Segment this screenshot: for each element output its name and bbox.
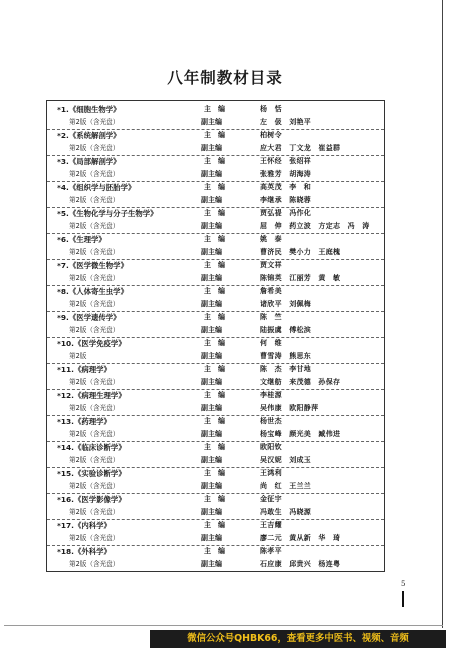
associate-editor-names: 李继承 陈晓蓉	[260, 196, 312, 204]
book-title	[57, 311, 121, 324]
entry-line-main	[47, 467, 384, 480]
associate-editor-label: 副主编	[201, 196, 222, 204]
associate-editor-label: 副主编	[201, 326, 222, 334]
editor-in-chief-label: 主 编	[204, 547, 225, 555]
editor-in-chief-names: 杨 恬	[260, 105, 282, 113]
page-title: 八年制教材目录	[167, 69, 283, 87]
catalog-entry	[47, 389, 384, 416]
catalog-entry	[47, 441, 384, 468]
wechat-promo-banner[interactable]: 微信公众号QHBK66，查看更多中医书、视频、音频	[150, 630, 446, 648]
editor-in-chief-label: 主 编	[204, 131, 225, 139]
catalog-entry	[47, 415, 384, 442]
associate-editor-label: 副主编	[201, 170, 222, 178]
book-number: *5.	[57, 209, 69, 218]
associate-editor-label: 副主编	[201, 118, 222, 126]
editor-in-chief-names: 欧阳钦	[260, 443, 282, 451]
book-number: *18.	[57, 547, 74, 556]
entry-line-sub	[47, 220, 384, 233]
catalog-entry	[47, 181, 384, 208]
book-edition: 第2版（含光盘）	[69, 430, 120, 438]
book-title	[57, 519, 111, 532]
book-title	[57, 467, 126, 480]
book-number: *11.	[57, 365, 74, 374]
associate-editor-label: 副主编	[201, 274, 222, 282]
book-title	[57, 103, 121, 116]
entry-line-main	[47, 363, 384, 376]
editor-in-chief-names: 何 维	[260, 339, 282, 347]
book-edition: 第2版（含光盘）	[69, 300, 120, 308]
entry-line-sub	[47, 324, 384, 337]
entry-line-main	[47, 337, 384, 350]
book-edition: 第2版（含光盘）	[69, 274, 120, 282]
catalog-entry	[47, 337, 384, 364]
entry-line-main	[47, 233, 384, 246]
book-edition: 第2版（含光盘）	[69, 144, 120, 152]
entry-line-main	[47, 389, 384, 402]
book-title	[57, 415, 111, 428]
associate-editor-label: 副主编	[201, 456, 222, 464]
entry-line-main	[47, 155, 384, 168]
book-number: *7.	[57, 261, 69, 270]
associate-editor-label: 副主编	[201, 222, 222, 230]
book-number: *14.	[57, 443, 74, 452]
entry-line-main	[47, 181, 384, 194]
book-title	[57, 155, 121, 168]
entry-line-main	[47, 103, 384, 116]
associate-editor-names: 屈 伸 药立波 方定志 冯 涛	[260, 222, 370, 230]
editor-in-chief-label: 主 编	[204, 235, 225, 243]
book-number: *13.	[57, 417, 74, 426]
entry-line-main	[47, 519, 384, 532]
book-name: 《临床诊断学》	[73, 443, 126, 452]
book-name: 《细胞生物学》	[68, 105, 121, 114]
associate-editor-label: 副主编	[201, 560, 222, 568]
associate-editor-label: 副主编	[201, 378, 222, 386]
editor-in-chief-label: 主 编	[204, 469, 225, 477]
book-name: 《局部解剖学》	[68, 157, 121, 166]
editor-in-chief-label: 主 编	[204, 521, 225, 529]
entry-line-sub	[47, 350, 384, 363]
book-title	[57, 259, 128, 272]
book-number: *4.	[57, 183, 69, 192]
entry-line-sub	[47, 428, 384, 441]
editor-in-chief-label: 主 编	[204, 417, 225, 425]
book-title	[57, 181, 135, 194]
entry-line-sub	[47, 454, 384, 467]
book-title	[57, 233, 106, 246]
editor-in-chief-label: 主 编	[204, 313, 225, 321]
catalog-entry	[47, 129, 384, 156]
book-name: 《生理学》	[68, 235, 106, 244]
associate-editor-names: 廖二元 黄从新 华 琦	[260, 534, 341, 542]
page-edge-right	[442, 0, 443, 628]
entry-line-sub	[47, 558, 384, 571]
associate-editor-names: 石应康 邱贵兴 杨连粤	[260, 560, 341, 568]
book-title	[57, 363, 111, 376]
catalog-entry	[47, 103, 384, 130]
book-name: 《病理生理学》	[73, 391, 126, 400]
book-name: 《医学遗传学》	[68, 313, 121, 322]
catalog-entry	[47, 363, 384, 390]
book-edition: 第2版（含光盘）	[69, 482, 120, 490]
book-edition: 第2版（含光盘）	[69, 170, 120, 178]
entry-line-main	[47, 441, 384, 454]
editor-in-chief-names: 姚 泰	[260, 235, 282, 243]
editor-in-chief-names: 陈 杰 李甘地	[260, 365, 312, 373]
entry-line-sub	[47, 506, 384, 519]
book-number: *3.	[57, 157, 69, 166]
book-title	[57, 129, 121, 142]
associate-editor-names: 文继舫 来茂德 孙保存	[260, 378, 341, 386]
catalog-entry	[47, 259, 384, 286]
associate-editor-names: 曹济民 樊小力 王庭槐	[260, 248, 341, 256]
entry-line-main	[47, 129, 384, 142]
editor-in-chief-names: 贾弘禔 冯作化	[260, 209, 312, 217]
entry-line-sub	[47, 142, 384, 155]
associate-editor-names: 尚 红 王兰兰	[260, 482, 312, 490]
catalog-entry	[47, 519, 384, 546]
associate-editor-names: 张雅芳 胡海涛	[260, 170, 312, 178]
associate-editor-label: 副主编	[201, 144, 222, 152]
editor-in-chief-names: 金征宇	[260, 495, 282, 503]
associate-editor-names: 诸欣平 刘佩梅	[260, 300, 312, 308]
catalog-entry	[47, 207, 384, 234]
entry-line-sub	[47, 272, 384, 285]
book-name: 《组织学与胚胎学》	[68, 183, 136, 192]
editor-in-chief-names: 陈 竺	[260, 313, 282, 321]
entry-line-main	[47, 493, 384, 506]
book-title	[57, 389, 126, 402]
associate-editor-label: 副主编	[201, 482, 222, 490]
associate-editor-names: 吴汉妮 刘成玉	[260, 456, 312, 464]
editor-in-chief-label: 主 编	[204, 339, 225, 347]
book-name: 《实验诊断学》	[73, 469, 126, 478]
catalog-entry	[47, 545, 384, 571]
editor-in-chief-label: 主 编	[204, 105, 225, 113]
entry-line-sub	[47, 116, 384, 129]
page-edge-bottom	[4, 625, 443, 626]
book-edition: 第2版（含光盘）	[69, 404, 120, 412]
catalog-entry	[47, 467, 384, 494]
book-edition: 第2版（含光盘）	[69, 378, 120, 386]
entry-line-main	[47, 415, 384, 428]
editor-in-chief-names: 柏树令	[260, 131, 282, 139]
book-number: *1.	[57, 105, 69, 114]
editor-in-chief-label: 主 编	[204, 209, 225, 217]
editor-in-chief-label: 主 编	[204, 443, 225, 451]
catalog-entry	[47, 233, 384, 260]
associate-editor-label: 副主编	[201, 534, 222, 542]
book-name: 《生物化学与分子生物学》	[68, 209, 158, 218]
editor-in-chief-label: 主 编	[204, 391, 225, 399]
entry-line-sub	[47, 402, 384, 415]
entry-line-main	[47, 259, 384, 272]
catalog-entry	[47, 311, 384, 338]
entry-line-main	[47, 311, 384, 324]
book-number: *15.	[57, 469, 74, 478]
textbook-catalog-table	[46, 100, 385, 572]
editor-in-chief-names: 王鸿利	[260, 469, 282, 477]
book-number: *17.	[57, 521, 74, 530]
book-edition: 第2版（含光盘）	[69, 196, 120, 204]
book-name: 《系统解剖学》	[68, 131, 121, 140]
book-name: 《人体寄生虫学》	[68, 287, 128, 296]
book-number: *12.	[57, 391, 74, 400]
associate-editor-label: 副主编	[201, 430, 222, 438]
editor-in-chief-names: 詹希美	[260, 287, 282, 295]
associate-editor-names: 冯敢生 冯晓源	[260, 508, 312, 516]
book-number: *8.	[57, 287, 69, 296]
book-name: 《病理学》	[73, 365, 111, 374]
editor-in-chief-names: 王吉耀	[260, 521, 282, 529]
book-edition: 第2版（含光盘）	[69, 456, 120, 464]
book-edition: 第2版	[69, 352, 87, 360]
associate-editor-names: 曹雪涛 熊思东	[260, 352, 312, 360]
editor-in-chief-names: 王怀经 张绍祥	[260, 157, 312, 165]
book-name: 《外科学》	[73, 547, 111, 556]
catalog-entry	[47, 493, 384, 520]
associate-editor-names: 陆振虞 傅松滨	[260, 326, 312, 334]
book-number: *10.	[57, 339, 74, 348]
associate-editor-label: 副主编	[201, 404, 222, 412]
book-name: 《医学微生物学》	[68, 261, 128, 270]
entry-line-sub	[47, 532, 384, 545]
book-name: 《内科学》	[73, 521, 111, 530]
book-name: 《医学免疫学》	[73, 339, 126, 348]
book-title	[57, 337, 126, 350]
catalog-entry	[47, 155, 384, 182]
editor-in-chief-label: 主 编	[204, 261, 225, 269]
editor-in-chief-label: 主 编	[204, 183, 225, 191]
book-name: 《药理学》	[73, 417, 111, 426]
editor-in-chief-label: 主 编	[204, 157, 225, 165]
book-edition: 第2版（含光盘）	[69, 560, 120, 568]
entry-line-main	[47, 545, 384, 558]
book-title	[57, 493, 126, 506]
editor-in-chief-label: 主 编	[204, 287, 225, 295]
associate-editor-names: 吴伟康 欧阳静萍	[260, 404, 319, 412]
entry-line-sub	[47, 194, 384, 207]
book-title	[57, 285, 128, 298]
book-edition: 第2版（含光盘）	[69, 508, 120, 516]
entry-line-sub	[47, 480, 384, 493]
book-edition: 第2版（含光盘）	[69, 534, 120, 542]
associate-editor-names: 左 伋 刘艳平	[260, 118, 312, 126]
entry-line-main	[47, 207, 384, 220]
associate-editor-label: 副主编	[201, 508, 222, 516]
book-edition: 第2版（含光盘）	[69, 222, 120, 230]
book-number: *9.	[57, 313, 69, 322]
editor-in-chief-label: 主 编	[204, 365, 225, 373]
page-number-bar	[402, 591, 404, 607]
catalog-entry	[47, 285, 384, 312]
entry-line-sub	[47, 376, 384, 389]
entry-line-sub	[47, 298, 384, 311]
book-edition: 第2版（含光盘）	[69, 118, 120, 126]
entry-line-main	[47, 285, 384, 298]
book-name: 《医学影像学》	[73, 495, 126, 504]
book-number: *6.	[57, 235, 69, 244]
editor-in-chief-label: 主 编	[204, 495, 225, 503]
editor-in-chief-names: 杨世杰	[260, 417, 282, 425]
editor-in-chief-names: 高英茂 李 和	[260, 183, 312, 191]
book-edition: 第2版（含光盘）	[69, 326, 120, 334]
associate-editor-label: 副主编	[201, 300, 222, 308]
associate-editor-label: 副主编	[201, 352, 222, 360]
entry-line-sub	[47, 246, 384, 259]
associate-editor-names: 应大君 丁文龙 崔益群	[260, 144, 341, 152]
book-edition: 第2版（含光盘）	[69, 248, 120, 256]
book-number: *2.	[57, 131, 69, 140]
page-number: 5	[401, 580, 406, 588]
associate-editor-names: 杨宝峰 颜光美 臧伟进	[260, 430, 341, 438]
book-number: *16.	[57, 495, 74, 504]
entry-line-sub	[47, 168, 384, 181]
associate-editor-label: 副主编	[201, 248, 222, 256]
editor-in-chief-names: 陈孝平	[260, 547, 282, 555]
book-title	[57, 441, 126, 454]
editor-in-chief-names: 李桂源	[260, 391, 282, 399]
book-title	[57, 207, 158, 220]
associate-editor-names: 陈锦英 江丽芳 黄 敏	[260, 274, 341, 282]
book-title	[57, 545, 111, 558]
editor-in-chief-names: 贾文祥	[260, 261, 282, 269]
